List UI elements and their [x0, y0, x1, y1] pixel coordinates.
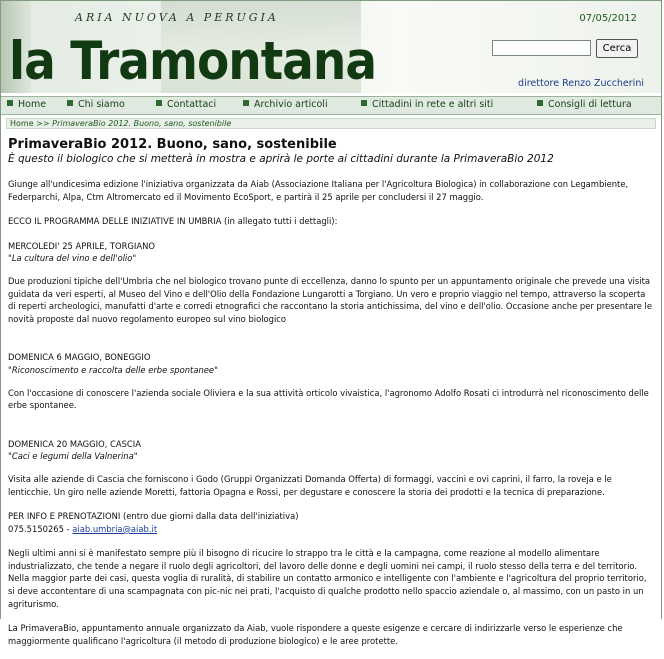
nav-label: Archivio articoli — [254, 99, 328, 110]
spacer — [8, 337, 653, 351]
article-title: PrimaveraBio 2012. Buono, sano, sostenibile — [8, 137, 337, 152]
nav-label: Cittadini in rete e altri siti — [372, 99, 494, 110]
event-date: DOMENICA 20 MAGGIO, CASCIA — [8, 438, 141, 449]
nav-label: Consigli di lettura — [548, 99, 632, 110]
nav-item-contattaci[interactable] — [156, 99, 216, 112]
article-subtitle: È questo il biologico che si metterà in mostra e aprirà le porte ai cittadini durante la PrimaveraBio 2012 — [8, 153, 554, 165]
square-bullet-icon — [537, 100, 543, 106]
current-date: 07/05/2012 — [579, 13, 637, 24]
article-paragraph: La PrimaveraBio, appuntamento annuale organizzato da Aiab, vuole rispondere a queste esigenze e cercare di indirizzarle verso le esperienze che maggiormente qualificano l'agricoltura (il metodo di produzione biologico) e le aree protette. — [8, 623, 623, 646]
site-header — [1, 1, 661, 93]
breadcrumb-home[interactable]: Home — [10, 119, 34, 128]
nav-label: Chi siamo — [78, 99, 125, 110]
square-bullet-icon — [7, 100, 13, 106]
nav-item-archivio[interactable] — [243, 99, 328, 112]
search-button[interactable]: Cerca — [596, 39, 638, 58]
square-bullet-icon — [67, 100, 73, 106]
program-heading: ECCO IL PROGRAMMA DELLE INIZIATIVE IN UMBRIA (in allegato tutti i dettagli): — [8, 216, 338, 227]
site-tagline: ARIA NUOVA A PERUGIA — [75, 11, 279, 24]
breadcrumb-separator: >> — [33, 119, 53, 128]
event-title: "Riconoscimento e raccolta delle erbe spontanee" — [8, 364, 218, 375]
event-date: MERCOLEDI' 25 APRILE, TORGIANO — [8, 240, 155, 251]
spacer — [8, 424, 653, 438]
article-intro: Giunge all'undicesima edizione l'iniziativa organizzata da Aiab (Associazione Italiana per l'Agricoltura Biologica) in collaborazione con Legambiente, Federparchi, Alpa, Ctm Altromercato ed il Movimento EcoSport, e partirà il 25 aprile per concludersi il 27 maggio. — [8, 179, 629, 202]
search-input[interactable] — [492, 40, 591, 56]
info-heading: PER INFO E PRENOTAZIONI (entro due giorni dalla data dell'iniziativa) — [8, 511, 299, 522]
nav-item-cittadini[interactable] — [361, 99, 493, 112]
breadcrumb-current[interactable]: PrimaveraBio 2012. Buono, sano, sostenibile — [52, 119, 232, 128]
nav-item-consigli[interactable] — [537, 99, 632, 112]
event-title: "Caci e legumi della Valnerina" — [8, 451, 138, 462]
nav-label: Home — [18, 99, 47, 110]
event-description: Due produzioni tipiche dell'Umbria che nel biologico trovano punte di eccellenza, danno lo spunto per un appuntamento originale che prevede una visita guidata da veri esperti, al Museo del Vino e dell'Olio della Fondazione Lungarotti a Torgiano. Un vero e proprio viaggio nel tempo, attraverso la scoperta di reperti archeologici, manufatti d'arte e corredi etnografici che raccontano la storia antichissima, del vino e dell'olio. Occasione anche per presentare le novità proposte dal nuovo regolamento europeo sul vino biologico — [8, 275, 653, 324]
square-bullet-icon — [156, 100, 162, 106]
square-bullet-icon — [361, 100, 367, 106]
event-description: Visita alle aziende di Cascia che forniscono i Godo (Gruppi Organizzati Domanda Offerta) di formaggi, vaccini e ovi caprini, il farro, la roveja e le lenticchie. Un giro nelle aziende Moretti, fattoria Opagna e Rossi, per degustare e conoscere la storia dei prodotti e la tecnica di preparazione. — [8, 473, 612, 497]
info-email-link[interactable]: aiab.umbria@aiab.it — [72, 523, 158, 534]
nav-label: Contattaci — [167, 99, 217, 110]
breadcrumb — [6, 118, 656, 129]
article-paragraph: Negli ultimi anni si è manifestato sempre più il bisogno di ricucire lo strappo tra le città e la campagna, come reazione al modello alimentare industrializzato, che tende a negare il ruolo degli agricoltori, del lavoro delle donne e degli uomini nei campi, il ruolo stesso della terra e del territorio. Nella maggior parte dei casi, questa voglia di ruralità, di stabilire un contatto armonico e intelligente con l'ambiente e l'agricoltura del proprio territorio, si deve accontentare di una scampagnata con pic-nic nei prati, l'acquisto di qualche prodotto nello spaccio aziendale o, al massimo, con un pasto in un agriturismo. — [8, 548, 647, 609]
event-description: Con l'occasione di conoscere l'azienda sociale Oliviera e la sua attività orticolo vivaistica, l'agronomo Adolfo Rosati ci introdurrà nel riconoscimento delle erbe spontanee. — [8, 387, 649, 411]
info-contact — [8, 523, 653, 536]
nav-item-home[interactable] — [7, 99, 46, 112]
event-title: "La cultura del vino e dell'olio" — [8, 253, 137, 264]
square-bullet-icon — [243, 100, 249, 106]
info-phone: 075.5150265 - — [8, 523, 73, 534]
site-logo[interactable]: la Tramontana — [9, 31, 377, 93]
director-credit: direttore Renzo Zuccherini — [518, 78, 644, 89]
nav-item-chi-siamo[interactable] — [67, 99, 125, 112]
main-nav — [1, 96, 661, 115]
article — [8, 136, 653, 659]
event-date: DOMENICA 6 MAGGIO, BONEGGIO — [8, 352, 151, 363]
